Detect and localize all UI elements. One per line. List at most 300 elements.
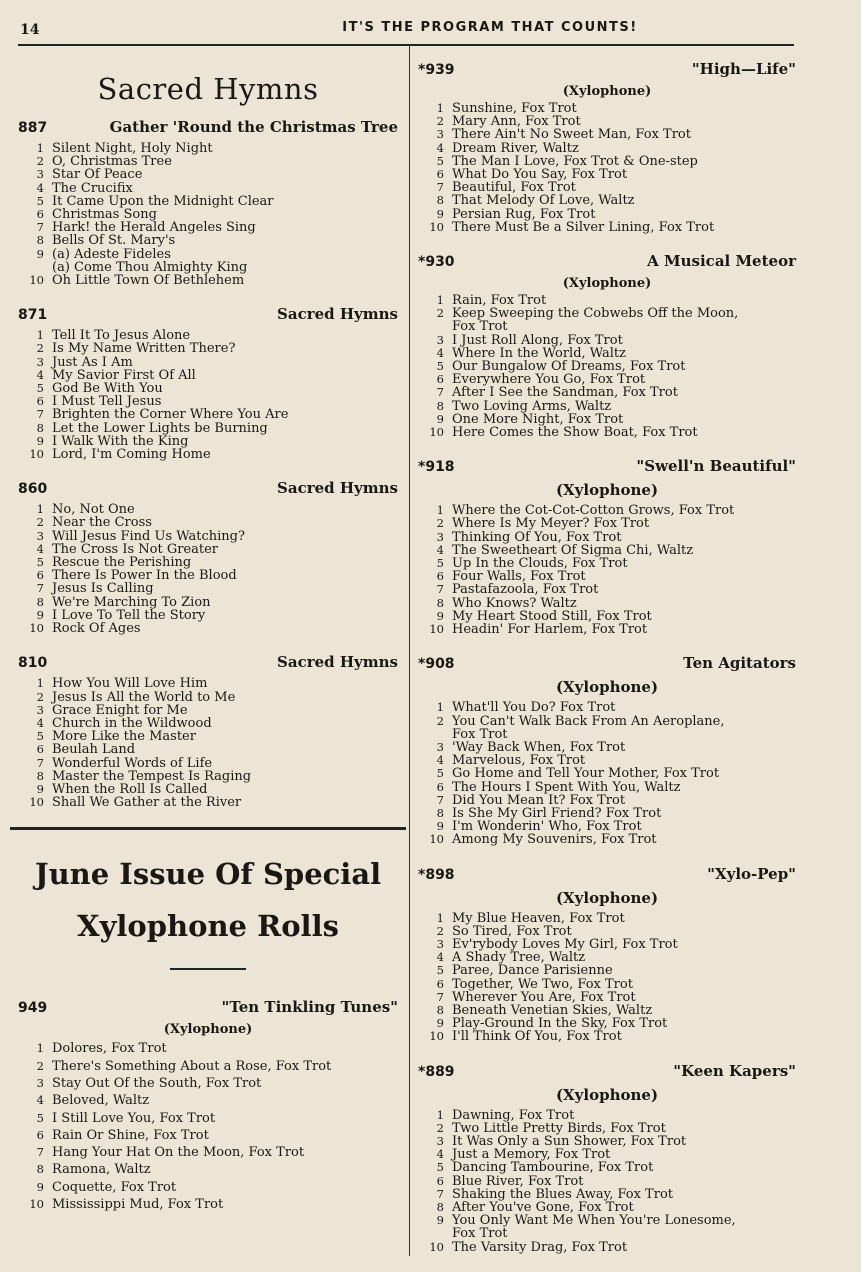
roll-header <box>18 118 398 136</box>
song-number: 10 <box>429 832 444 847</box>
song-list <box>18 142 398 287</box>
song-number: 2 <box>436 114 444 129</box>
song-number: 5 <box>436 359 444 374</box>
instrument-subtitle: (Xylophone) <box>555 1085 659 1104</box>
song-number: 9 <box>36 1179 44 1194</box>
instrument-subtitle: (Xylophone) <box>562 84 652 99</box>
song-number: 3 <box>36 354 44 369</box>
song-number: 4 <box>36 1093 44 1108</box>
song-item <box>18 1092 398 1109</box>
roll-title: "Keen Kapers" <box>673 1061 796 1080</box>
roll-header <box>18 305 398 323</box>
song-item <box>418 583 796 596</box>
song-title: Grace Enight for Me <box>52 702 188 718</box>
song-title: The Man I Love, Fox Trot & One-step <box>452 153 698 169</box>
song-number: 9 <box>436 411 444 426</box>
song-title: Marvelous, Fox Trot <box>452 753 586 769</box>
song-item <box>18 516 398 529</box>
song-number: 7 <box>36 1145 44 1160</box>
roll-number: *889 <box>418 1063 455 1080</box>
song-list <box>418 912 796 1044</box>
song-item <box>18 248 398 261</box>
song-number: 1 <box>36 502 44 517</box>
song-number: 10 <box>29 447 44 462</box>
song-list <box>418 701 796 846</box>
song-number: 2 <box>436 516 444 531</box>
roll-number: *908 <box>418 656 455 673</box>
song-number: 10 <box>429 622 444 637</box>
roll-title: A Musical Meteor <box>647 252 796 271</box>
roll-header <box>18 479 398 497</box>
song-title: Jesus Is All the World to Me <box>52 689 236 705</box>
roll-header <box>418 1062 796 1080</box>
song-title: (a) Come Thou Almighty King <box>52 259 248 275</box>
song-title: Christmas Song <box>52 207 157 223</box>
song-item <box>18 530 398 543</box>
song-title: Shall We Gather at the River <box>52 795 242 811</box>
song-number: 2 <box>36 515 44 530</box>
roll-number: *918 <box>418 459 455 476</box>
song-title: I'll Think Of You, Fox Trot <box>452 1029 622 1045</box>
song-title: Dancing Tambourine, Fox Trot <box>452 1160 654 1176</box>
song-title: The Sweetheart Of Sigma Chi, Waltz <box>452 542 694 558</box>
song-title: Fox Trot <box>452 319 508 335</box>
roll-number: *898 <box>418 866 455 883</box>
song-title: Ev'rybody Loves My Girl, Fox Trot <box>452 936 678 952</box>
song-number: 6 <box>36 1127 44 1142</box>
song-title: Just As I Am <box>52 354 133 370</box>
song-number: 3 <box>436 1133 444 1148</box>
song-title: Just a Memory, Fox Trot <box>452 1147 611 1163</box>
roll-number: 887 <box>18 120 48 136</box>
song-number: 6 <box>436 779 444 794</box>
song-title: A Shady Tree, Waltz <box>452 950 586 966</box>
song-title: Star Of Peace <box>52 167 143 183</box>
song-item <box>418 1030 796 1043</box>
song-title: Thinking Of You, Fox Trot <box>452 529 622 545</box>
song-title: Let the Lower Lights be Burning <box>52 420 268 436</box>
song-number: 4 <box>36 367 44 382</box>
song-number: 4 <box>436 140 444 155</box>
song-title: Two Little Pretty Birds, Fox Trot <box>452 1120 666 1136</box>
song-title: Our Bungalow Of Dreams, Fox Trot <box>452 359 686 375</box>
song-number: 5 <box>436 766 444 781</box>
song-number: 5 <box>436 1160 444 1175</box>
song-title: One More Night, Fox Trot <box>452 411 624 427</box>
song-item <box>18 757 398 770</box>
song-number: 3 <box>436 739 444 754</box>
song-number: 10 <box>429 425 444 440</box>
song-number: 3 <box>436 936 444 951</box>
roll-title: Sacred Hymns <box>277 305 398 324</box>
song-item <box>418 517 796 530</box>
song-title: Bells Of St. Mary's <box>52 233 176 249</box>
roll-title: "Xylo-Pep" <box>707 864 796 883</box>
song-item <box>418 925 796 938</box>
song-title: It Came Upon the Midnight Clear <box>52 193 274 209</box>
song-number: 10 <box>429 219 444 234</box>
song-title: Beloved, Waltz <box>52 1093 150 1109</box>
roll-section <box>18 653 398 809</box>
song-title: I Still Love You, Fox Trot <box>52 1110 216 1126</box>
sacred-hymns-title: Sacred Hymns <box>97 72 319 106</box>
song-number: 8 <box>436 1199 444 1214</box>
song-number: 2 <box>36 1058 44 1073</box>
song-number: 8 <box>36 1162 44 1177</box>
song-item <box>418 701 796 714</box>
song-item <box>418 1241 796 1254</box>
song-item <box>418 767 796 780</box>
roll-title: Sacred Hymns <box>277 479 398 498</box>
song-title: O, Christmas Tree <box>52 154 172 170</box>
song-title: Dream River, Waltz <box>452 140 579 156</box>
song-item <box>18 1127 398 1144</box>
song-item <box>18 1058 398 1075</box>
song-number: 2 <box>36 341 44 356</box>
song-number: 10 <box>29 273 44 288</box>
song-number: 3 <box>36 702 44 717</box>
song-number: 8 <box>436 398 444 413</box>
song-number: 8 <box>436 1002 444 1017</box>
song-number: 3 <box>36 167 44 182</box>
song-title: Silent Night, Holy Night <box>52 141 213 156</box>
song-number: 10 <box>29 1197 44 1211</box>
song-number: 3 <box>36 528 44 543</box>
song-title: Two Loving Arms, Waltz <box>452 398 612 414</box>
song-item <box>418 320 796 333</box>
song-item <box>418 715 796 728</box>
song-item <box>18 448 398 461</box>
song-item <box>418 386 796 399</box>
song-list <box>18 677 398 809</box>
roll-section <box>418 60 796 234</box>
roll-section <box>18 479 398 635</box>
song-title: There's Something About a Rose, Fox Trot <box>52 1058 332 1074</box>
roll-title: "Ten Tinkling Tunes" <box>221 998 398 1017</box>
song-number: 6 <box>436 372 444 387</box>
song-title: Brighten the Corner Where You Are <box>52 407 289 423</box>
song-title: Is My Name Written There? <box>52 341 236 357</box>
song-number: 1 <box>36 676 44 691</box>
song-item <box>418 531 796 544</box>
song-item <box>418 728 796 741</box>
song-number: 2 <box>36 689 44 704</box>
song-item <box>18 677 398 690</box>
song-title: Among My Souvenirs, Fox Trot <box>452 832 657 848</box>
song-title: More Like the Master <box>52 729 196 745</box>
song-number: 9 <box>436 1016 444 1031</box>
song-number: 7 <box>36 407 44 422</box>
song-item <box>18 274 398 287</box>
song-number: 9 <box>436 206 444 221</box>
song-title: The Crucifix <box>52 180 133 196</box>
song-number: 7 <box>36 220 44 235</box>
song-number: 5 <box>436 153 444 168</box>
song-item <box>18 622 398 635</box>
running-head: IT'S THE PROGRAM THAT COUNTS! <box>342 20 638 35</box>
song-title: Dolores, Fox Trot <box>52 1041 167 1057</box>
roll-number: *930 <box>418 254 455 271</box>
song-title: Where In the World, Waltz <box>452 345 627 361</box>
song-number: 8 <box>36 420 44 435</box>
song-number: 8 <box>36 233 44 248</box>
song-number: 2 <box>436 1120 444 1135</box>
song-item <box>418 128 796 141</box>
roll-section <box>18 118 398 287</box>
song-item <box>418 978 796 991</box>
song-item <box>18 182 398 195</box>
song-title: Fox Trot <box>452 726 508 742</box>
song-item <box>418 781 796 794</box>
song-title: Mary Ann, Fox Trot <box>452 114 581 130</box>
song-number: 7 <box>436 385 444 400</box>
song-number: 7 <box>36 581 44 596</box>
song-number: 1 <box>36 141 44 155</box>
song-number: 6 <box>436 1173 444 1188</box>
song-number: 9 <box>436 608 444 623</box>
song-item <box>418 1227 796 1240</box>
song-title: Keep Sweeping the Cobwebs Off the Moon, <box>452 306 739 322</box>
song-item <box>18 1144 398 1161</box>
song-number: 9 <box>436 819 444 834</box>
song-title: Paree, Dance Parisienne <box>452 963 613 979</box>
song-item <box>418 1109 796 1122</box>
song-title: You Only Want Me When You're Lonesome, <box>452 1213 736 1229</box>
song-title: Stay Out Of the South, Fox Trot <box>52 1075 262 1091</box>
song-title: Beautiful, Fox Trot <box>452 180 576 196</box>
left-column <box>18 60 398 1231</box>
song-number: 3 <box>436 332 444 347</box>
song-title: My Savior First Of All <box>52 367 196 383</box>
song-number <box>418 1227 452 1240</box>
song-title: Did You Mean It? Fox Trot <box>452 792 626 808</box>
song-title: God Be With You <box>52 381 163 397</box>
heading-line-1: June Issue Of Special <box>34 857 382 892</box>
song-number: 10 <box>29 621 44 636</box>
song-title: You Can't Walk Back From An Aeroplane, <box>452 713 725 729</box>
song-title: Rain Or Shine, Fox Trot <box>52 1127 209 1143</box>
song-item <box>18 234 398 247</box>
song-item <box>418 597 796 610</box>
song-title: (a) Adeste Fideles <box>52 246 171 262</box>
roll-section <box>418 865 796 1044</box>
short-rule <box>170 968 246 970</box>
heading-line-2: Xylophone Rolls <box>77 909 339 944</box>
song-item <box>18 1179 398 1196</box>
song-number: 8 <box>36 594 44 609</box>
song-number: 1 <box>36 328 44 343</box>
song-list <box>18 329 398 461</box>
instrument-subtitle: (Xylophone) <box>562 276 652 292</box>
song-title: Shaking the Blues Away, Fox Trot <box>452 1186 673 1202</box>
song-number: 9 <box>36 607 44 622</box>
song-number: 2 <box>436 713 444 728</box>
song-number: 8 <box>436 193 444 208</box>
song-title: Go Home and Tell Your Mother, Fox Trot <box>452 766 720 782</box>
song-item <box>418 794 796 807</box>
song-number: 5 <box>436 556 444 571</box>
instrument-subtitle: (Xylophone) <box>555 481 659 500</box>
roll-title: Gather 'Round the Christmas Tree <box>109 118 398 136</box>
song-title: Near the Cross <box>52 515 152 531</box>
song-item <box>18 408 398 421</box>
song-title: After You've Gone, Fox Trot <box>452 1199 634 1215</box>
song-number: 3 <box>36 1075 44 1090</box>
song-title: Hark! the Herald Angeles Sing <box>52 220 256 236</box>
roll-header <box>418 252 796 270</box>
song-number: 4 <box>436 1147 444 1162</box>
song-title: Lord, I'm Coming Home <box>52 447 211 463</box>
song-number: 9 <box>36 781 44 796</box>
song-number: 1 <box>436 910 444 925</box>
song-number: 1 <box>436 700 444 715</box>
song-item <box>18 342 398 355</box>
song-title: I'm Wonderin' Who, Fox Trot <box>452 819 642 835</box>
song-number: 5 <box>36 193 44 208</box>
song-list <box>18 503 398 635</box>
song-number: 5 <box>36 555 44 570</box>
song-number: 5 <box>436 963 444 978</box>
song-number: 2 <box>436 923 444 938</box>
song-item <box>418 833 796 846</box>
song-number: 7 <box>436 180 444 195</box>
roll-header <box>18 998 398 1016</box>
song-number: 7 <box>436 989 444 1004</box>
song-title: My Heart Stood Still, Fox Trot <box>452 608 652 624</box>
song-title: How You Will Love Him <box>52 676 208 692</box>
song-number: 3 <box>436 127 444 142</box>
song-number: 6 <box>436 167 444 182</box>
song-number: 5 <box>36 729 44 744</box>
roll-title: "High—Life" <box>691 60 796 78</box>
song-title: Sunshine, Fox Trot <box>452 101 577 116</box>
song-number: 4 <box>436 345 444 360</box>
song-number: 8 <box>36 768 44 783</box>
song-title: Rescue the Perishing <box>52 555 192 571</box>
song-list <box>18 1040 398 1213</box>
roll-header <box>418 865 796 883</box>
song-title: That Melody Of Love, Waltz <box>452 193 635 209</box>
roll-title: "Swell'n Beautiful" <box>636 457 796 476</box>
song-item <box>418 142 796 155</box>
june-issue-heading <box>18 848 398 952</box>
song-item <box>18 1075 398 1092</box>
song-title: Here Comes the Show Boat, Fox Trot <box>452 425 698 441</box>
song-number: 2 <box>36 154 44 169</box>
song-item <box>418 1122 796 1135</box>
song-number: 1 <box>36 1041 44 1056</box>
song-number: 8 <box>436 805 444 820</box>
song-item <box>418 1188 796 1201</box>
song-number: 10 <box>29 795 44 810</box>
column-divider <box>409 44 410 1256</box>
song-title: Everywhere You Go, Fox Trot <box>452 372 646 388</box>
song-number: 10 <box>429 1029 444 1044</box>
song-item <box>418 208 796 221</box>
song-title: Who Knows? Waltz <box>452 595 577 611</box>
song-title: The Cross Is Not Greater <box>52 541 219 557</box>
roll-section <box>18 305 398 461</box>
song-title: The Varsity Drag, Fox Trot <box>452 1239 628 1255</box>
song-number: 4 <box>36 180 44 195</box>
song-number: 8 <box>436 595 444 610</box>
song-title: 'Way Back When, Fox Trot <box>452 739 626 755</box>
song-item <box>18 1040 398 1057</box>
roll-header <box>418 457 796 475</box>
song-title: Fox Trot <box>452 1226 508 1242</box>
song-title: Four Walls, Fox Trot <box>452 569 586 585</box>
song-number: 6 <box>36 207 44 222</box>
song-item <box>418 1175 796 1188</box>
roll-header <box>18 653 398 671</box>
song-title: I Must Tell Jesus <box>52 394 162 410</box>
roll-number: 871 <box>18 307 48 324</box>
instrument-subtitle: (Xylophone) <box>163 1022 253 1038</box>
song-title: After I See the Sandman, Fox Trot <box>452 385 678 401</box>
roll-number: 810 <box>18 655 48 672</box>
song-item <box>18 743 398 756</box>
roll-section <box>418 654 796 846</box>
song-item <box>18 1196 398 1213</box>
song-number: 1 <box>436 293 444 308</box>
song-number: 4 <box>436 542 444 557</box>
song-item <box>18 691 398 704</box>
song-number: 6 <box>436 569 444 584</box>
song-title: What Do You Say, Fox Trot <box>452 167 628 183</box>
roll-title: Ten Agitators <box>683 654 796 673</box>
roll-section-949 <box>18 998 398 1213</box>
song-title: Up In the Clouds, Fox Trot <box>452 556 628 572</box>
song-number: 7 <box>436 582 444 597</box>
song-item <box>418 400 796 413</box>
song-title: Where the Cot-Cot-Cotton Grows, Fox Trot <box>452 503 735 519</box>
left-sections <box>18 118 398 809</box>
instrument-subtitle: (Xylophone) <box>555 888 659 907</box>
song-title: Rain, Fox Trot <box>452 293 547 309</box>
song-item <box>18 168 398 181</box>
song-item <box>418 426 796 439</box>
song-title: Oh Little Town Of Bethlehem <box>52 273 245 289</box>
right-column <box>418 60 796 1272</box>
song-title: Coquette, Fox Trot <box>52 1179 177 1195</box>
song-title: It Was Only a Sun Shower, Fox Trot <box>452 1133 687 1149</box>
song-list <box>418 504 796 636</box>
song-title: Persian Rug, Fox Trot <box>452 206 596 222</box>
song-title: The Hours I Spent With You, Waltz <box>452 779 681 795</box>
song-title: I Walk With the King <box>52 433 189 449</box>
song-title: No, Not One <box>52 502 135 518</box>
song-title: What'll You Do? Fox Trot <box>452 700 616 716</box>
song-title: Hang Your Hat On the Moon, Fox Trot <box>52 1145 305 1161</box>
song-item <box>18 356 398 369</box>
song-number: 5 <box>36 381 44 396</box>
song-number: 6 <box>436 976 444 991</box>
song-title: There Must Be a Silver Lining, Fox Trot <box>452 219 715 235</box>
song-number: 4 <box>36 541 44 556</box>
song-title: Beulah Land <box>52 742 136 758</box>
song-number: 6 <box>36 394 44 409</box>
song-title: Headin' For Harlem, Fox Trot <box>452 622 648 638</box>
song-number: 6 <box>36 568 44 583</box>
song-number: 7 <box>36 755 44 770</box>
song-title: There Is Power In the Blood <box>52 568 237 584</box>
roll-header <box>418 654 796 672</box>
roll-number: 949 <box>18 1000 48 1017</box>
song-title: There Ain't No Sweet Man, Fox Trot <box>452 127 691 143</box>
roll-title: Sacred Hymns <box>277 653 398 672</box>
song-title: Will Jesus Find Us Watching? <box>52 528 245 544</box>
song-title: Mississippi Mud, Fox Trot <box>52 1197 224 1212</box>
